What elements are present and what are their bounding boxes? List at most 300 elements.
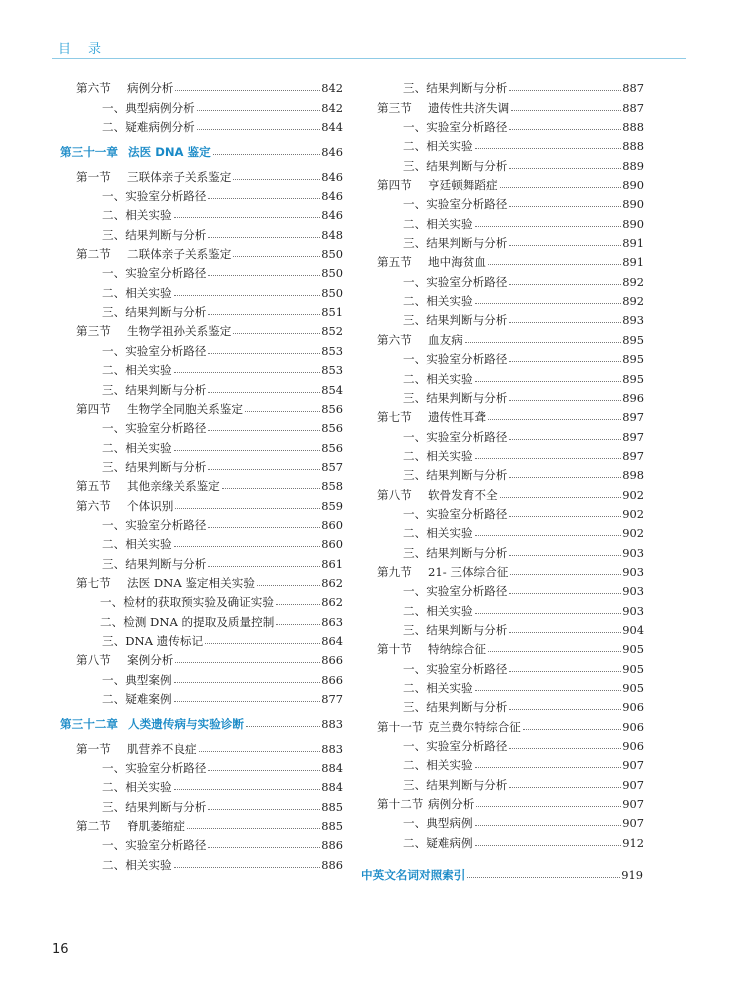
- leader-dots: [208, 352, 320, 354]
- toc-entry-title: 三、结果判断与分析: [403, 390, 508, 405]
- toc-entry-page: 907: [622, 816, 644, 831]
- toc-item[interactable]: [76, 115, 343, 134]
- toc-entry-page: 856: [321, 440, 343, 455]
- leader-dots: [208, 429, 320, 431]
- toc-entry-title: 一、实验室分析路径: [403, 352, 508, 367]
- toc-entry-title: 一、实验室分析路径: [102, 838, 207, 853]
- leader-dots: [208, 565, 320, 567]
- toc-entry-page: 859: [321, 498, 343, 513]
- header-rule: [52, 58, 686, 59]
- toc-entry-title: 一、典型案例: [102, 672, 172, 687]
- toc-entry-title: 一、实验室分析路径: [403, 197, 508, 212]
- toc-entry-page: 850: [321, 266, 343, 281]
- leader-dots: [257, 584, 320, 586]
- toc-entry-page: 866: [321, 653, 343, 668]
- toc-entry-title: 二、相关实验: [403, 448, 473, 463]
- toc-section[interactable]: [76, 242, 343, 261]
- toc-section[interactable]: [377, 482, 644, 501]
- toc-chapter[interactable]: [60, 712, 343, 731]
- leader-dots: [509, 708, 621, 710]
- toc-entry-title: 三、结果判断与分析: [403, 158, 508, 173]
- toc-entry-page: 888: [622, 139, 644, 154]
- toc-entry-page: 907: [622, 777, 644, 792]
- toc-entry-page: 861: [321, 556, 343, 571]
- toc-item[interactable]: [377, 753, 644, 772]
- toc-entry-title: 三、结果判断与分析: [403, 236, 508, 251]
- toc-entry-title: 一、实验室分析路径: [102, 189, 207, 204]
- leader-dots: [475, 612, 622, 614]
- leader-dots: [187, 827, 320, 829]
- leader-dots: [523, 728, 621, 730]
- toc-entry-page: 884: [321, 761, 343, 776]
- leader-dots: [509, 438, 621, 440]
- toc-entry-page: 897: [622, 429, 644, 444]
- toc-entry-page: 844: [321, 120, 343, 135]
- leader-dots: [467, 876, 620, 878]
- toc-item[interactable]: [377, 269, 644, 288]
- leader-dots: [174, 371, 321, 373]
- toc-section[interactable]: [377, 173, 644, 192]
- toc-entry-title: 其他亲缘关系鉴定: [127, 479, 220, 494]
- toc-section[interactable]: [377, 250, 644, 269]
- toc-entry-title: 二、相关实验: [403, 758, 473, 773]
- leader-dots: [488, 263, 621, 265]
- toc-entry-page: 912: [622, 835, 644, 850]
- toc-entry-page: 885: [321, 799, 343, 814]
- toc-entry-number: 第一节: [76, 169, 111, 184]
- toc-entry-title: 地中海贫血: [428, 255, 486, 270]
- leader-dots: [509, 321, 621, 323]
- toc-entry-page: 850: [321, 247, 343, 262]
- toc-entry-page: 862: [321, 595, 343, 610]
- toc-entry-page: 884: [321, 780, 343, 795]
- toc-item[interactable]: [377, 76, 644, 95]
- toc-item[interactable]: [76, 435, 343, 454]
- toc-entry-page: 856: [321, 401, 343, 416]
- toc-entry-title: 三、结果判断与分析: [102, 556, 207, 571]
- leader-dots: [175, 507, 320, 509]
- toc-entry-title: 二、相关实验: [102, 537, 172, 552]
- toc-entry-page: 903: [622, 603, 644, 618]
- toc-item[interactable]: [377, 366, 644, 385]
- toc-item[interactable]: [76, 513, 343, 532]
- toc-item[interactable]: [76, 184, 343, 203]
- toc-item[interactable]: [76, 203, 343, 222]
- toc-entry-title: 一、实验室分析路径: [403, 274, 508, 289]
- leader-dots: [509, 670, 621, 672]
- toc-item[interactable]: [76, 794, 343, 813]
- toc-index-page: 919: [621, 868, 643, 883]
- toc-entry-title: 二、疑难案例: [102, 692, 172, 706]
- leader-dots: [476, 805, 621, 807]
- toc-entry-title: 一、实验室分析路径: [102, 517, 207, 532]
- toc-item[interactable]: [377, 211, 644, 230]
- toc-section[interactable]: [377, 327, 644, 346]
- toc-entry-page: 887: [622, 100, 644, 115]
- toc-entry-title: 二、相关实验: [102, 440, 172, 455]
- toc-section[interactable]: [377, 560, 644, 579]
- toc-item[interactable]: [76, 222, 343, 241]
- toc-item[interactable]: [377, 734, 644, 753]
- toc-section[interactable]: [377, 95, 644, 114]
- toc-entry-number: 第六节: [76, 498, 111, 513]
- toc-entry-page: 897: [622, 410, 644, 425]
- toc-entry-title: 一、实验室分析路径: [102, 761, 207, 776]
- toc-entry-title: 病例分析: [127, 81, 174, 96]
- leader-dots: [208, 236, 320, 238]
- toc-entry-title: 一、检材的获取预实验及确证实验: [100, 595, 274, 610]
- toc-entry-page: 860: [321, 517, 343, 532]
- leader-dots: [208, 274, 320, 276]
- leader-dots: [475, 380, 622, 382]
- toc-entry-number: 第三节: [377, 100, 412, 115]
- toc-entry-page: 890: [622, 197, 644, 212]
- toc-entry-page: 902: [622, 506, 644, 521]
- leader-dots: [475, 147, 622, 149]
- toc-entry-page: 883: [321, 717, 343, 732]
- toc-entry-number: 第八节: [377, 487, 412, 502]
- toc-entry-title: 亨廷顿舞蹈症: [428, 178, 498, 193]
- toc-entry-title: 血友病: [428, 332, 463, 347]
- toc-entry-page: 905: [622, 642, 644, 657]
- toc-entry-page: 905: [622, 661, 644, 676]
- toc-item[interactable]: [76, 852, 343, 871]
- toc-entry-title: 法医 DNA 鉴定: [127, 145, 211, 160]
- toc-entry-page: 898: [622, 468, 644, 483]
- header-title-char-2: 录: [88, 42, 103, 57]
- toc-entry-page: 890: [622, 178, 644, 193]
- toc-section[interactable]: [76, 319, 343, 338]
- toc-item[interactable]: [377, 656, 644, 675]
- toc-entry-number: 第七节: [377, 410, 412, 425]
- toc-item[interactable]: [377, 502, 644, 521]
- toc-section[interactable]: [76, 164, 343, 183]
- toc-entry-page: 862: [321, 575, 343, 590]
- toc-entry-page: 905: [622, 681, 644, 695]
- toc-section[interactable]: [76, 736, 343, 755]
- toc-entry-page: 856: [321, 421, 343, 436]
- toc-item[interactable]: [76, 280, 343, 299]
- toc-entry-page: 853: [321, 343, 343, 358]
- toc-item[interactable]: [76, 629, 343, 648]
- toc-item[interactable]: [76, 667, 343, 686]
- toc-item[interactable]: [377, 347, 644, 366]
- toc-entry-page: 846: [321, 169, 343, 184]
- leader-dots: [509, 747, 621, 749]
- toc-entry-title: 一、典型病例: [403, 816, 473, 831]
- toc-entry-title: 三、结果判断与分析: [403, 545, 508, 560]
- toc-entry-title: 一、典型病例分析: [102, 100, 195, 115]
- leader-dots: [509, 515, 621, 517]
- toc-entry-title: 脊肌萎缩症: [127, 819, 185, 834]
- toc-section[interactable]: [76, 571, 343, 590]
- toc-item[interactable]: [377, 134, 644, 153]
- leader-dots: [208, 313, 320, 315]
- leader-dots: [197, 109, 320, 111]
- toc-item[interactable]: [76, 455, 343, 474]
- toc-entry-title: 病例分析: [428, 797, 475, 812]
- toc-item[interactable]: [76, 416, 343, 435]
- leader-dots: [475, 689, 622, 691]
- toc-item[interactable]: [377, 521, 644, 540]
- toc-entry-page: 897: [622, 448, 644, 463]
- toc-entry-page: 895: [622, 332, 644, 347]
- toc-entry-page: 886: [321, 838, 343, 853]
- leader-dots: [465, 341, 621, 343]
- toc-section[interactable]: [377, 405, 644, 424]
- toc-item[interactable]: [76, 756, 343, 775]
- toc-entry-title: 三、DNA 遗传标记: [102, 633, 204, 648]
- toc-item[interactable]: [76, 377, 343, 396]
- toc-entry-title: 三联体亲子关系鉴定: [127, 169, 232, 184]
- toc-entry-title: 三、结果判断与分析: [403, 777, 508, 792]
- leader-dots: [475, 824, 622, 826]
- leader-dots: [205, 642, 320, 644]
- toc-item[interactable]: [377, 463, 644, 482]
- leader-dots: [208, 391, 320, 393]
- leader-dots: [174, 545, 321, 547]
- toc-entry-page: 848: [321, 227, 343, 242]
- leader-dots: [213, 153, 321, 155]
- toc-item[interactable]: [377, 830, 644, 849]
- toc-section[interactable]: [76, 76, 343, 95]
- leader-dots: [475, 766, 622, 768]
- toc-entry-page: 888: [622, 120, 644, 135]
- toc-entry-page: 885: [321, 819, 343, 834]
- toc-item[interactable]: [377, 444, 644, 463]
- toc-item[interactable]: [377, 289, 644, 308]
- toc-section[interactable]: [377, 714, 644, 733]
- toc-entry-number: 第三节: [76, 324, 111, 339]
- leader-dots: [509, 476, 621, 478]
- leader-dots: [174, 294, 321, 296]
- toc-entry-title: 个体识别: [127, 498, 174, 513]
- toc-entry-title: 三、结果判断与分析: [102, 305, 207, 320]
- toc-entry-title: 二、相关实验: [102, 208, 172, 223]
- leader-dots: [509, 167, 621, 169]
- toc-item[interactable]: [377, 540, 644, 559]
- toc-entry-title: 二、疑难病例: [403, 835, 473, 850]
- leader-dots: [174, 681, 321, 683]
- toc-section[interactable]: [76, 648, 343, 667]
- toc-entry-page: 889: [622, 158, 644, 173]
- leader-dots: [511, 109, 621, 111]
- toc-entry-number: 第十节: [377, 642, 412, 657]
- toc-left-column: [60, 76, 343, 872]
- toc-entry-page: 858: [321, 479, 343, 494]
- toc-entry-page: 896: [622, 390, 644, 405]
- toc-section[interactable]: [377, 637, 644, 656]
- toc-entry-title: 软骨发育不全: [428, 487, 498, 502]
- toc-entry-title: 一、实验室分析路径: [102, 421, 207, 436]
- toc-item[interactable]: [377, 192, 644, 211]
- leader-dots: [245, 410, 320, 412]
- toc-entry-title: 三、结果判断与分析: [403, 313, 508, 328]
- toc-entry-title: 三、结果判断与分析: [102, 799, 207, 814]
- toc-entry-title: 生物学祖孙关系鉴定: [127, 324, 232, 339]
- toc-entry-title: 遗传性共济失调: [428, 100, 510, 115]
- toc-item[interactable]: [377, 618, 644, 637]
- toc-item[interactable]: [76, 833, 343, 852]
- leader-dots: [475, 225, 622, 227]
- toc-entry-page: 895: [622, 371, 644, 386]
- toc-entry-title: 二、相关实验: [403, 216, 473, 231]
- toc-item[interactable]: [76, 551, 343, 570]
- toc-item[interactable]: [377, 153, 644, 172]
- toc-item[interactable]: [377, 772, 644, 791]
- toc-entry-page: 906: [622, 700, 644, 715]
- toc-entry-title: 遗传性耳聋: [428, 410, 486, 425]
- toc-entry-page: 903: [622, 584, 644, 599]
- leader-dots: [475, 844, 622, 846]
- leader-dots: [233, 178, 320, 180]
- toc-entry-title: 二、相关实验: [403, 371, 473, 386]
- toc-item[interactable]: [377, 811, 644, 830]
- toc-entry-page: 907: [622, 797, 644, 812]
- toc-entry-number: 第二节: [76, 247, 111, 262]
- toc-entry-page: 854: [321, 382, 343, 397]
- toc-item[interactable]: [76, 687, 343, 706]
- toc-item[interactable]: [76, 338, 343, 357]
- toc-section[interactable]: [76, 493, 343, 512]
- toc-entry-title: 二、检测 DNA 的提取及质量控制: [100, 614, 275, 629]
- leader-dots: [175, 89, 320, 91]
- leader-dots: [509, 128, 621, 130]
- toc-item[interactable]: [377, 695, 644, 714]
- leader-dots: [509, 283, 621, 285]
- toc-entry-page: 903: [622, 545, 644, 560]
- toc-entry-number: 第四节: [76, 401, 111, 416]
- toc-item[interactable]: [76, 261, 343, 280]
- toc-entry-number: 第一节: [76, 741, 111, 756]
- leader-dots: [246, 725, 320, 727]
- leader-dots: [509, 244, 621, 246]
- toc-entry-title: 一、实验室分析路径: [403, 120, 508, 135]
- toc-section[interactable]: [76, 397, 343, 416]
- toc-item[interactable]: [76, 775, 343, 794]
- toc-section[interactable]: [76, 474, 343, 493]
- leader-dots: [208, 846, 320, 848]
- leader-dots: [509, 205, 621, 207]
- toc-entry-title: 三、结果判断与分析: [403, 81, 508, 96]
- toc-item[interactable]: [377, 579, 644, 598]
- toc-entry-title: 一、实验室分析路径: [102, 266, 207, 281]
- leader-dots: [509, 89, 621, 91]
- toc-chapter[interactable]: [60, 140, 343, 159]
- toc-item[interactable]: [76, 532, 343, 551]
- leader-dots: [488, 650, 621, 652]
- header-title: [58, 38, 102, 57]
- leader-dots: [500, 186, 622, 188]
- toc-item[interactable]: [377, 424, 644, 443]
- toc-entry-page: 904: [622, 622, 644, 637]
- toc-item[interactable]: [377, 231, 644, 250]
- toc-entry-title: 二、相关实验: [403, 603, 473, 618]
- toc-entry-number: 第五节: [377, 255, 412, 270]
- toc-entry-page: 851: [321, 305, 343, 320]
- leader-dots: [208, 468, 320, 470]
- toc-entry-page: 853: [321, 363, 343, 378]
- toc-entry-page: 902: [622, 487, 644, 502]
- toc-item[interactable]: [76, 609, 343, 628]
- toc-right-column: [377, 76, 644, 850]
- toc-entry-title: 人类遗传病与实验诊断: [127, 717, 244, 732]
- leader-dots: [509, 554, 621, 556]
- toc-entry-number: 第十一节: [377, 719, 424, 734]
- leader-dots: [509, 592, 621, 594]
- toc-entry-number: 第二节: [76, 819, 111, 834]
- toc-entry-title: 二、相关实验: [403, 526, 473, 541]
- leader-dots: [509, 360, 621, 362]
- toc-entry-title: 三、结果判断与分析: [403, 700, 508, 715]
- toc-entry-number: 第三十一章: [60, 145, 118, 160]
- toc-item[interactable]: [377, 676, 644, 695]
- toc-section[interactable]: [377, 792, 644, 811]
- toc-entry-page: 842: [321, 100, 343, 115]
- toc-entry-title: 一、实验室分析路径: [403, 661, 508, 676]
- leader-dots: [208, 769, 320, 771]
- toc-entry-page: 860: [321, 537, 343, 552]
- header-title-char-1: 目: [58, 42, 73, 57]
- toc-entry-title: 21- 三体综合征: [428, 564, 509, 579]
- leader-dots: [509, 399, 621, 401]
- toc-item[interactable]: [76, 95, 343, 114]
- toc-entry-page: 864: [321, 633, 343, 648]
- toc-item[interactable]: [76, 358, 343, 377]
- toc-entry-page: 846: [321, 145, 343, 160]
- leader-dots: [233, 332, 320, 334]
- toc-entry-page: 891: [622, 255, 644, 270]
- toc-entry-title: 法医 DNA 鉴定相关实验: [127, 575, 255, 590]
- leader-dots: [174, 700, 321, 702]
- toc-item[interactable]: [377, 598, 644, 617]
- toc-entry-page: 852: [321, 324, 343, 339]
- toc-entry-title: 特纳综合征: [428, 642, 486, 657]
- leader-dots: [475, 302, 622, 304]
- toc-entry-title: 一、实验室分析路径: [403, 506, 508, 521]
- toc-section[interactable]: [76, 814, 343, 833]
- leader-dots: [199, 750, 321, 752]
- toc-entry-page: 883: [321, 741, 343, 756]
- toc-index-entry[interactable]: [361, 863, 643, 882]
- toc-entry-page: 895: [622, 352, 644, 367]
- toc-entry-title: 二、相关实验: [102, 857, 172, 872]
- toc-entry-title: 三、结果判断与分析: [102, 227, 207, 242]
- toc-entry-title: 案例分析: [127, 653, 174, 668]
- leader-dots: [233, 255, 320, 257]
- leader-dots: [222, 487, 320, 489]
- toc-entry-title: 一、实验室分析路径: [403, 429, 508, 444]
- leader-dots: [509, 631, 621, 633]
- toc-entry-number: 第三十二章: [60, 717, 118, 732]
- toc-index-title: 中英文名词对照索引: [361, 868, 466, 883]
- leader-dots: [208, 808, 320, 810]
- toc-entry-page: 850: [321, 285, 343, 300]
- toc-entry-title: 一、实验室分析路径: [403, 739, 508, 754]
- leader-dots: [475, 457, 622, 459]
- toc-entry-page: 866: [321, 672, 343, 687]
- toc-item[interactable]: [76, 590, 343, 609]
- toc-item[interactable]: [377, 308, 644, 327]
- leader-dots: [174, 216, 321, 218]
- toc-entry-number: 第五节: [76, 479, 111, 494]
- toc-entry-number: 第六节: [76, 81, 111, 96]
- toc-entry-title: 二、疑难病例分析: [102, 120, 195, 135]
- toc-item[interactable]: [76, 300, 343, 319]
- toc-entry-page: 857: [321, 459, 343, 474]
- toc-item[interactable]: [377, 386, 644, 405]
- toc-item[interactable]: [377, 115, 644, 134]
